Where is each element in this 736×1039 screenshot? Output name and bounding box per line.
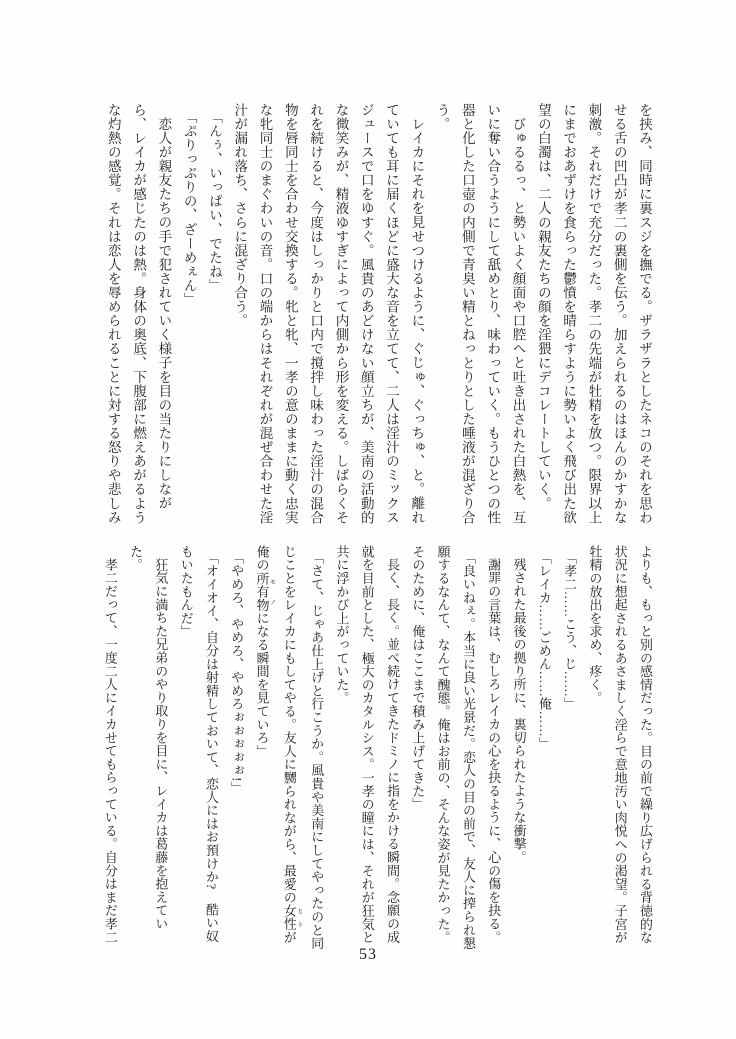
text-column: 残された最後の拠り所に、裏切られたような衝撃。 bbox=[511, 557, 526, 864]
text-column: よりも、もっと別の感情だった。目の前で繰り広げられる背徳的な bbox=[638, 545, 652, 944]
text-block-bottom bbox=[96, 545, 657, 957]
text-column: な灼熱の感覚。それは恋人を辱められることに対する怒りや悲しみ bbox=[105, 103, 121, 525]
text-column: た。 bbox=[128, 545, 143, 572]
text-column: 孝二だって、一度二人にイカせてもらっている。自分はまだ孝二 bbox=[102, 557, 117, 944]
text-column: 俺の所有物 モノになる瞬間を見ていろ」 bbox=[254, 545, 276, 758]
text-column: じことをレイカにもしてやる。友人に嬲られながら、最愛の女性 ヒトが bbox=[281, 545, 303, 945]
page-number: 53 bbox=[359, 946, 377, 963]
text-column: な牝同士のまぐわいの音。口の端からはそれぞれが混ぜ合わせた淫 bbox=[257, 103, 273, 525]
text-block-top bbox=[100, 103, 657, 545]
text-column: 望の白濁は、二人の親友たちの顔を淫猥にデコレートしていく。 bbox=[535, 103, 551, 511]
text-column: 就を目前とした、極大のカタルシス。一孝の瞳には、それが狂気と bbox=[359, 545, 374, 944]
text-column: 謝罪の言葉は、むしろレイカの心を抉るように、心の傷を抉る。 bbox=[486, 557, 501, 944]
text-column: いに奪い合うようにして舐めとり、味わっていく。もうひとつの性 bbox=[485, 103, 501, 525]
text-column: もいたもんだ」 bbox=[178, 545, 193, 639]
text-column: 願するなんて、なんて醜態。俺はお前の、そんな姿が見たかった。 bbox=[435, 545, 450, 944]
text-column: れを続けると、今度はしっかりと口内で撹拌し味わった淫汁の混合 bbox=[308, 103, 324, 525]
text-column: 「オイオイ、自分は射精しておいて、恋人にはお預けか? 酷い奴 bbox=[203, 551, 218, 944]
text-column: う。 bbox=[434, 103, 450, 132]
text-column: を挟み、同時に裏スジを撫でる。ザラザラとしたネコのそれを思わ bbox=[637, 103, 652, 525]
text-column: びゅるるっ、と勢いよく顔面や口腔へと吐き出された白熱を、互 bbox=[510, 116, 526, 524]
text-column: 「さて、じゃあ仕上げと行こうか。風貴や美南にしてやったのと同 bbox=[309, 551, 324, 951]
text-column: ジュースで口をゆすぐ。風貴のあどけない顔立ちが、美南の活動的 bbox=[358, 103, 374, 525]
text-column: 「やめろ、やめろ、やめろぉぉぉぉぉ!」 bbox=[229, 551, 244, 796]
text-column: 「孝二……こう、じ……」 bbox=[562, 551, 577, 711]
text-column: そのために、俺はここまで積み上げてきた」 bbox=[410, 545, 425, 811]
text-column: レイカにそれを見せつけるように、ぐじゅ、ぐっちゅ、と。離れ bbox=[409, 116, 425, 524]
text-column: 共に浮かび上がっていた。 bbox=[334, 545, 349, 705]
text-column: 状況に想起されるあさましく淫らで意地汚い肉悦への渇望。子宮が bbox=[612, 545, 627, 944]
text-column: 器と化した口壺の内側で青臭い精とねっとりとした唾液が混ざり合 bbox=[459, 103, 475, 525]
text-column: ら、レイカが感じたのは熱。身体の奥底、下腹部に燃えあがるよう bbox=[131, 103, 147, 525]
text-column: 「良いねぇ。本当に良い光景だ。恋人の目の前で、友人に搾られ懇 bbox=[460, 551, 475, 951]
text-column: 「ぷりっぷりの、ざーめぇん」 bbox=[181, 109, 197, 307]
text-column: 長く、長く。並べ続けてきたドミノに指をかける瞬間。念願の成 bbox=[385, 557, 400, 944]
text-column: 牡精の放出を求め、疼く。 bbox=[587, 545, 602, 705]
text-column: な微笑みが、精液ゆすぎによって内側から形を変える。しばらくそ bbox=[333, 103, 349, 525]
text-column: 「んぅ、いっぱい、でたね」 bbox=[206, 109, 222, 293]
text-column: 恋人が親友たちの手で犯されていく様子を目の当たりにしなが bbox=[156, 116, 172, 510]
text-column: ていても耳に届くほどに盛大な音を立てて、二人は淫汁のミックス bbox=[384, 103, 400, 525]
ruby-annotation: 女性 ヒト bbox=[281, 904, 303, 931]
text-column: せる舌の凹凸が孝二の裏側を伝う。加えられるのはほんのかすかな bbox=[611, 103, 627, 525]
text-column: 物を唇同士を合わせ交換する。牝と牝、一孝の意のままに動く忠実 bbox=[282, 103, 298, 525]
ruby-annotation: 所有物 モノ bbox=[254, 571, 276, 612]
text-column: 刺激。それだけで充分だった。孝二の先端が牡精を放つ。限界以上 bbox=[586, 103, 602, 525]
text-column: 「レイカ……ごめん……俺……」 bbox=[536, 551, 551, 751]
text-column: にまでおあずけを食らった鬱憤を晴らすように勢いよく飛び出た欲 bbox=[561, 103, 577, 525]
text-column: 汁が漏れ落ち、さらに混ざり合う。 bbox=[232, 103, 248, 328]
text-column: 狂気に満ちた兄弟のやり取りを目に、レイカは葛藤を抱えてい bbox=[153, 557, 168, 931]
